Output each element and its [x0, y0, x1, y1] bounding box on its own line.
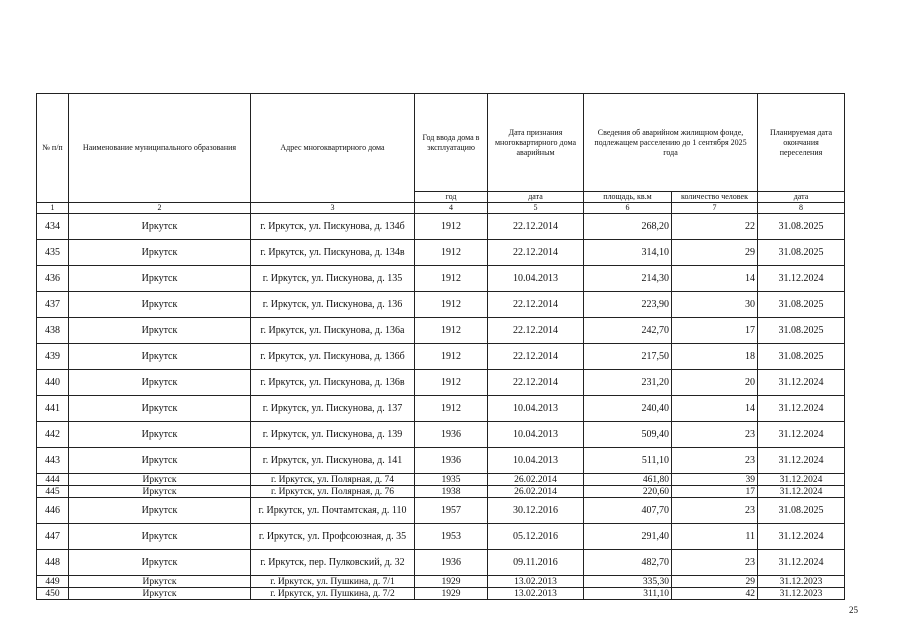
year-built: 1936	[415, 550, 488, 576]
page-number: 25	[849, 605, 858, 615]
planned-date: 31.08.2025	[758, 214, 845, 240]
row-number: 445	[37, 486, 69, 498]
address: г. Иркутск, ул. Пискунова, д. 134в	[251, 240, 415, 266]
row-number: 436	[37, 266, 69, 292]
address: г. Иркутск, ул. Пискунова, д. 135	[251, 266, 415, 292]
area-sqm: 461,80	[584, 474, 672, 486]
planned-date: 31.12.2024	[758, 396, 845, 422]
address: г. Иркутск, ул. Пушкина, д. 7/1	[251, 576, 415, 588]
row-number: 438	[37, 318, 69, 344]
col-index-1: 1	[37, 203, 69, 214]
year-built: 1936	[415, 448, 488, 474]
year-built: 1929	[415, 576, 488, 588]
col-index-3: 3	[251, 203, 415, 214]
emergency-date: 05.12.2016	[488, 524, 584, 550]
row-number: 435	[37, 240, 69, 266]
municipality: Иркутск	[69, 448, 251, 474]
table-row	[37, 498, 845, 524]
emergency-date: 26.02.2014	[488, 486, 584, 498]
row-number: 444	[37, 474, 69, 486]
table-row	[37, 576, 845, 588]
people-count: 11	[672, 524, 758, 550]
municipality: Иркутск	[69, 474, 251, 486]
year-built: 1912	[415, 292, 488, 318]
municipality: Иркутск	[69, 486, 251, 498]
municipality: Иркутск	[69, 588, 251, 600]
emergency-date: 10.04.2013	[488, 448, 584, 474]
year-built: 1912	[415, 370, 488, 396]
table-row	[37, 318, 845, 344]
planned-date: 31.12.2023	[758, 576, 845, 588]
planned-date: 31.08.2025	[758, 240, 845, 266]
municipality: Иркутск	[69, 422, 251, 448]
year-built: 1953	[415, 524, 488, 550]
year-built: 1935	[415, 474, 488, 486]
unit-plan-date: дата	[758, 192, 845, 203]
emergency-date: 22.12.2014	[488, 292, 584, 318]
area-sqm: 231,20	[584, 370, 672, 396]
year-built: 1912	[415, 318, 488, 344]
planned-date: 31.12.2024	[758, 422, 845, 448]
emergency-date: 22.12.2014	[488, 214, 584, 240]
table-row	[37, 550, 845, 576]
emergency-date: 09.11.2016	[488, 550, 584, 576]
area-sqm: 223,90	[584, 292, 672, 318]
area-sqm: 291,40	[584, 524, 672, 550]
emergency-date: 22.12.2014	[488, 370, 584, 396]
people-count: 23	[672, 422, 758, 448]
table-row	[37, 448, 845, 474]
people-count: 17	[672, 486, 758, 498]
year-built: 1912	[415, 214, 488, 240]
row-number: 443	[37, 448, 69, 474]
people-count: 30	[672, 292, 758, 318]
header-address: Адрес многоквартирного дома	[251, 94, 415, 203]
people-count: 39	[672, 474, 758, 486]
municipality: Иркутск	[69, 240, 251, 266]
area-sqm: 214,30	[584, 266, 672, 292]
area-sqm: 217,50	[584, 344, 672, 370]
planned-date: 31.12.2024	[758, 474, 845, 486]
table-row	[37, 486, 845, 498]
emergency-date: 22.12.2014	[488, 240, 584, 266]
emergency-date: 13.02.2013	[488, 576, 584, 588]
address: г. Иркутск, ул. Полярная, д. 76	[251, 486, 415, 498]
address: г. Иркутск, ул. Пискунова, д. 137	[251, 396, 415, 422]
people-count: 23	[672, 448, 758, 474]
municipality: Иркутск	[69, 498, 251, 524]
year-built: 1912	[415, 396, 488, 422]
people-count: 20	[672, 370, 758, 396]
people-count: 18	[672, 344, 758, 370]
emergency-date: 22.12.2014	[488, 344, 584, 370]
row-number: 450	[37, 588, 69, 600]
row-number: 440	[37, 370, 69, 396]
col-index-2: 2	[69, 203, 251, 214]
address: г. Иркутск, ул. Пискунова, д. 136б	[251, 344, 415, 370]
row-number: 439	[37, 344, 69, 370]
address: г. Иркутск, ул. Пискунова, д. 141	[251, 448, 415, 474]
planned-date: 31.12.2024	[758, 550, 845, 576]
table-row	[37, 292, 845, 318]
address: г. Иркутск, ул. Полярная, д. 74	[251, 474, 415, 486]
address: г. Иркутск, ул. Пискунова, д. 139	[251, 422, 415, 448]
year-built: 1929	[415, 588, 488, 600]
year-built: 1936	[415, 422, 488, 448]
planned-date: 31.08.2025	[758, 292, 845, 318]
municipality: Иркутск	[69, 266, 251, 292]
planned-date: 31.08.2025	[758, 318, 845, 344]
planned-date: 31.08.2025	[758, 498, 845, 524]
unit-year: год	[415, 192, 488, 203]
unit-area: площадь, кв.м	[584, 192, 672, 203]
header-municipality: Наименование муниципального образования	[69, 94, 251, 203]
col-index-4: 4	[415, 203, 488, 214]
address: г. Иркутск, ул. Пискунова, д. 136а	[251, 318, 415, 344]
emergency-date: 13.02.2013	[488, 588, 584, 600]
area-sqm: 242,70	[584, 318, 672, 344]
emergency-date: 10.04.2013	[488, 266, 584, 292]
area-sqm: 268,20	[584, 214, 672, 240]
resettlement-table	[36, 93, 845, 600]
people-count: 29	[672, 576, 758, 588]
header-numbering-row	[37, 203, 845, 214]
people-count: 42	[672, 588, 758, 600]
header-number: № п/п	[37, 94, 69, 203]
municipality: Иркутск	[69, 292, 251, 318]
people-count: 22	[672, 214, 758, 240]
area-sqm: 407,70	[584, 498, 672, 524]
address: г. Иркутск, ул. Профсоюзная, д. 35	[251, 524, 415, 550]
area-sqm: 314,10	[584, 240, 672, 266]
year-built: 1912	[415, 240, 488, 266]
area-sqm: 240,40	[584, 396, 672, 422]
row-number: 448	[37, 550, 69, 576]
planned-date: 31.12.2024	[758, 266, 845, 292]
people-count: 17	[672, 318, 758, 344]
address: г. Иркутск, ул. Почтамтская, д. 110	[251, 498, 415, 524]
header-year: Год ввода дома в эксплуатацию	[415, 94, 488, 192]
people-count: 14	[672, 396, 758, 422]
emergency-date: 22.12.2014	[488, 318, 584, 344]
people-count: 23	[672, 550, 758, 576]
area-sqm: 335,30	[584, 576, 672, 588]
year-built: 1938	[415, 486, 488, 498]
area-sqm: 482,70	[584, 550, 672, 576]
year-built: 1912	[415, 266, 488, 292]
people-count: 29	[672, 240, 758, 266]
unit-people: количество человек	[672, 192, 758, 203]
emergency-date: 10.04.2013	[488, 396, 584, 422]
municipality: Иркутск	[69, 576, 251, 588]
address: г. Иркутск, ул. Пискунова, д. 136в	[251, 370, 415, 396]
municipality: Иркутск	[69, 370, 251, 396]
address: г. Иркутск, пер. Пулковский, д. 32	[251, 550, 415, 576]
unit-date: дата	[488, 192, 584, 203]
municipality: Иркутск	[69, 344, 251, 370]
col-index-8: 8	[758, 203, 845, 214]
col-index-6: 6	[584, 203, 672, 214]
planned-date: 31.12.2024	[758, 370, 845, 396]
municipality: Иркутск	[69, 396, 251, 422]
emergency-date: 30.12.2016	[488, 498, 584, 524]
row-number: 447	[37, 524, 69, 550]
address: г. Иркутск, ул. Пискунова, д. 136	[251, 292, 415, 318]
table-row	[37, 266, 845, 292]
row-number: 441	[37, 396, 69, 422]
area-sqm: 220,60	[584, 486, 672, 498]
emergency-date: 26.02.2014	[488, 474, 584, 486]
municipality: Иркутск	[69, 524, 251, 550]
table-row	[37, 396, 845, 422]
planned-date: 31.12.2024	[758, 524, 845, 550]
area-sqm: 311,10	[584, 588, 672, 600]
planned-date: 31.12.2023	[758, 588, 845, 600]
municipality: Иркутск	[69, 214, 251, 240]
col-index-5: 5	[488, 203, 584, 214]
row-number: 437	[37, 292, 69, 318]
municipality: Иркутск	[69, 550, 251, 576]
table-row	[37, 474, 845, 486]
municipality: Иркутск	[69, 318, 251, 344]
year-built: 1957	[415, 498, 488, 524]
planned-date: 31.12.2024	[758, 448, 845, 474]
col-index-7: 7	[672, 203, 758, 214]
people-count: 14	[672, 266, 758, 292]
header-row	[37, 94, 845, 192]
table-row	[37, 214, 845, 240]
header-emergency-fund: Сведения об аварийном жилищном фонде, подлежащем расселению до 1 сентября 2025 года	[584, 94, 758, 192]
header-planned-date: Планируемая дата окончания переселения	[758, 94, 845, 192]
planned-date: 31.08.2025	[758, 344, 845, 370]
table-row	[37, 240, 845, 266]
row-number: 449	[37, 576, 69, 588]
table-row	[37, 370, 845, 396]
address: г. Иркутск, ул. Пушкина, д. 7/2	[251, 588, 415, 600]
year-built: 1912	[415, 344, 488, 370]
people-count: 23	[672, 498, 758, 524]
header-emergency-date: Дата признания многоквартирного дома аварийным	[488, 94, 584, 192]
planned-date: 31.12.2024	[758, 486, 845, 498]
table-row	[37, 422, 845, 448]
area-sqm: 511,10	[584, 448, 672, 474]
table-row	[37, 588, 845, 600]
address: г. Иркутск, ул. Пискунова, д. 134б	[251, 214, 415, 240]
table-row	[37, 344, 845, 370]
row-number: 434	[37, 214, 69, 240]
row-number: 442	[37, 422, 69, 448]
table-row	[37, 524, 845, 550]
emergency-date: 10.04.2013	[488, 422, 584, 448]
row-number: 446	[37, 498, 69, 524]
area-sqm: 509,40	[584, 422, 672, 448]
